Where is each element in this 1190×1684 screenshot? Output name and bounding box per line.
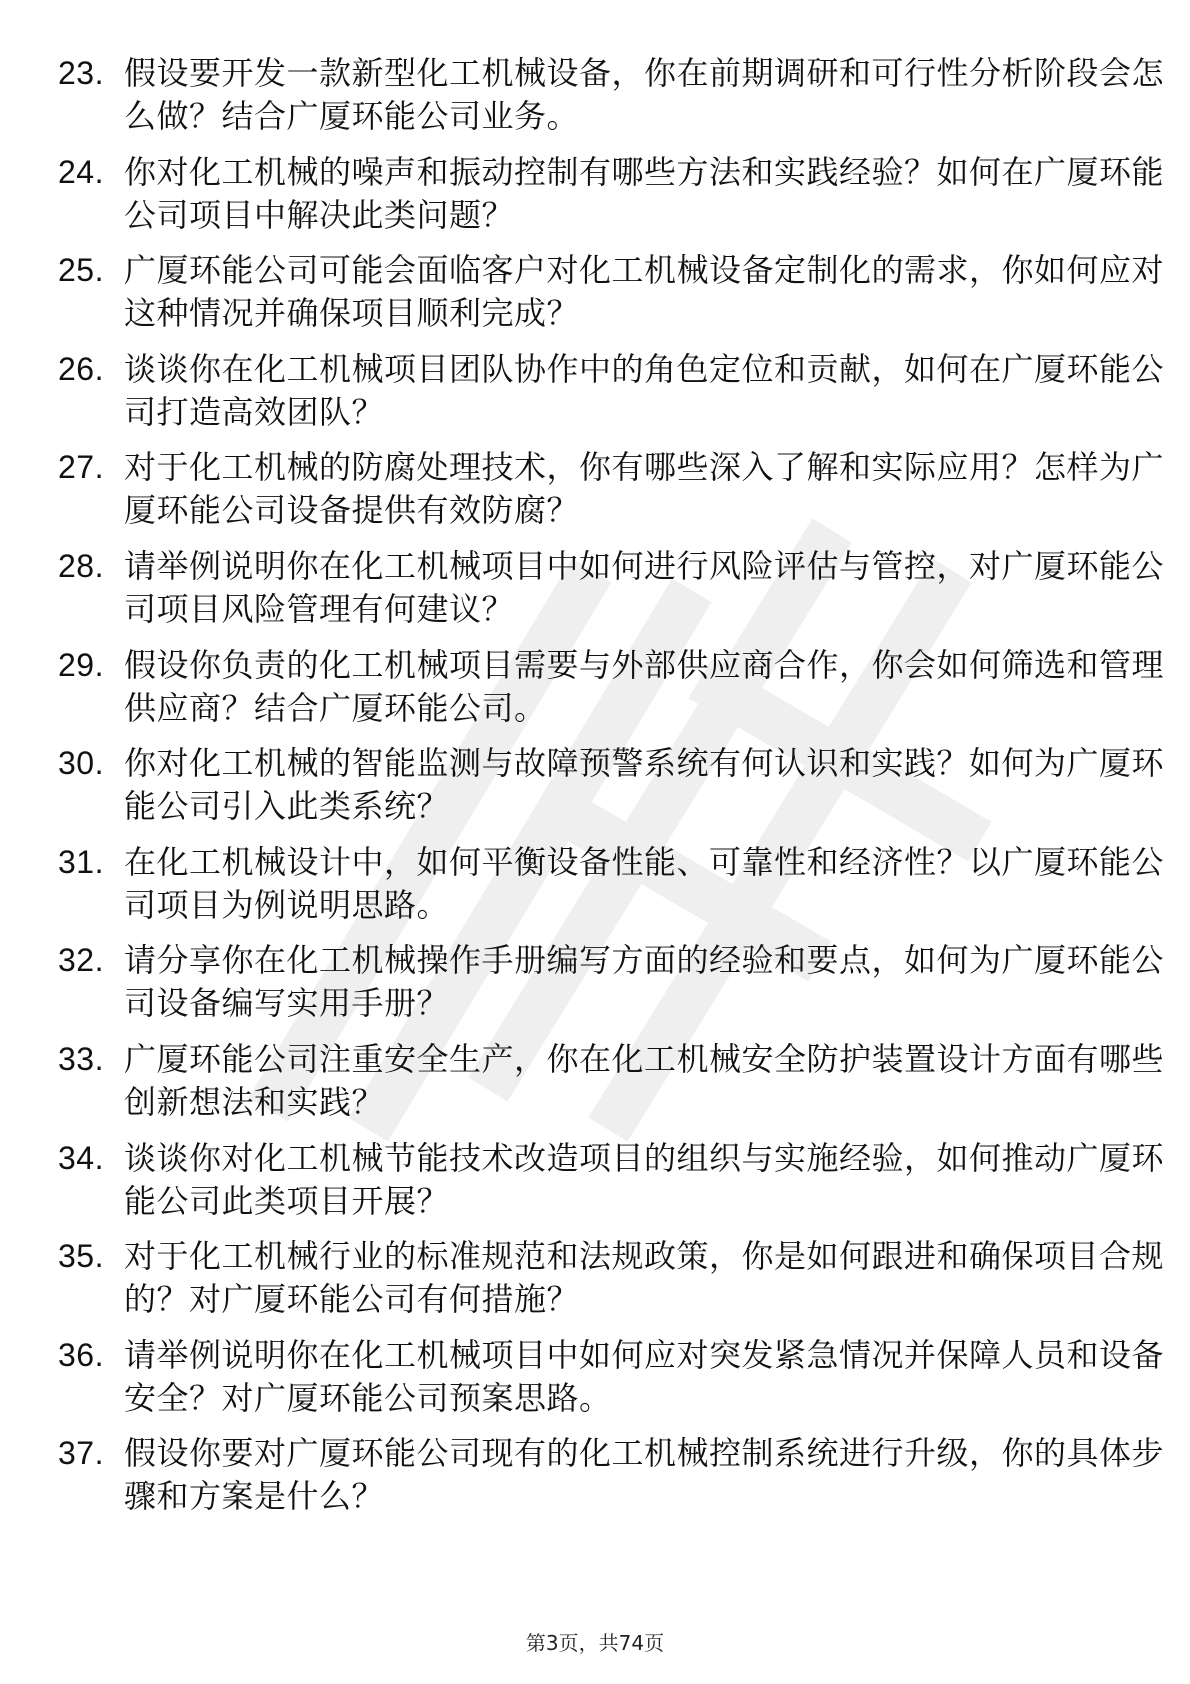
question-text: 在化工机械设计中，如何平衡设备性能、可靠性和经济性？以广厦环能公司项目为例说明思路。 [124,842,1165,924]
question-text: 请举例说明你在化工机械项目中如何应对突发紧急情况并保障人员和设备安全？对广厦环能公司预案思路。 [124,1335,1165,1417]
question-number: 23. [58,55,104,91]
question-item [58,1137,1165,1236]
question-item [58,348,1165,447]
question-text: 谈谈你对化工机械节能技术改造项目的组织与实施经验，如何推动广厦环能公司此类项目开展？ [124,1138,1165,1220]
question-text: 广厦环能公司可能会面临客户对化工机械设备定制化的需求，你如何应对这种情况并确保项目顺利完成？ [124,251,1165,333]
question-number: 37. [58,1435,104,1472]
question-number: 35. [58,1238,104,1275]
question-text: 假设要开发一款新型化工机械设备，你在前期调研和可行性分析阶段会怎么做？结合广厦环能公司业务。 [124,54,1165,135]
question-item [58,249,1165,348]
question-text: 假设你负责的化工机械项目需要与外部供应商合作，你会如何筛选和管理供应商？结合广厦环能公司。 [124,645,1165,727]
question-number: 24. [58,153,104,190]
question-text: 你对化工机械的智能监测与故障预警系统有何认识和实践？如何为广厦环能公司引入此类系统？ [124,744,1165,826]
question-text: 对于化工机械行业的标准规范和法规政策，你是如何跟进和确保项目合规的？对广厦环能公司有何措施？ [124,1237,1165,1319]
question-text: 假设你要对广厦环能公司现有的化工机械控制系统进行升级，你的具体步骤和方案是什么？ [124,1434,1165,1516]
question-number: 36. [58,1336,104,1373]
question-text: 你对化工机械的噪声和振动控制有哪些方法和实践经验？如何在广厦环能公司项目中解决此类问题？ [124,152,1165,234]
question-item [58,446,1165,545]
question-item [58,1235,1165,1334]
question-text: 广厦环能公司注重安全生产，你在化工机械安全防护装置设计方面有哪些创新想法和实践？ [124,1039,1165,1121]
question-text: 对于化工机械的防腐处理技术，你有哪些深入了解和实际应用？怎样为广厦环能公司设备提供有效防腐？ [124,448,1165,530]
question-number: 25. [58,252,104,289]
page-number-footer: 第3页，共74页 [525,1631,665,1655]
question-list [58,52,1165,1531]
question-number: 30. [58,745,104,782]
question-item [58,545,1165,644]
question-text: 请分享你在化工机械操作手册编写方面的经验和要点，如何为广厦环能公司设备编写实用手册？ [124,941,1165,1023]
question-text: 请举例说明你在化工机械项目中如何进行风险评估与管控，对广厦环能公司项目风险管理有何建议？ [124,546,1165,628]
question-item [58,841,1165,940]
question-number: 29. [58,646,104,683]
question-item [58,939,1165,1038]
question-number: 26. [58,350,104,387]
question-number: 27. [58,449,104,486]
question-item [58,1334,1165,1433]
question-item [58,151,1165,250]
question-number: 34. [58,1139,104,1176]
question-number: 33. [58,1040,104,1077]
question-item [58,742,1165,841]
question-text: 谈谈你在化工机械项目团队协作中的角色定位和贡献，如何在广厦环能公司打造高效团队？ [124,349,1165,431]
question-item [58,52,1165,151]
question-number: 31. [58,843,104,880]
question-number: 32. [58,942,104,979]
question-item [58,1432,1165,1531]
question-item [58,1038,1165,1137]
question-item [58,644,1165,743]
question-number: 28. [58,547,104,584]
